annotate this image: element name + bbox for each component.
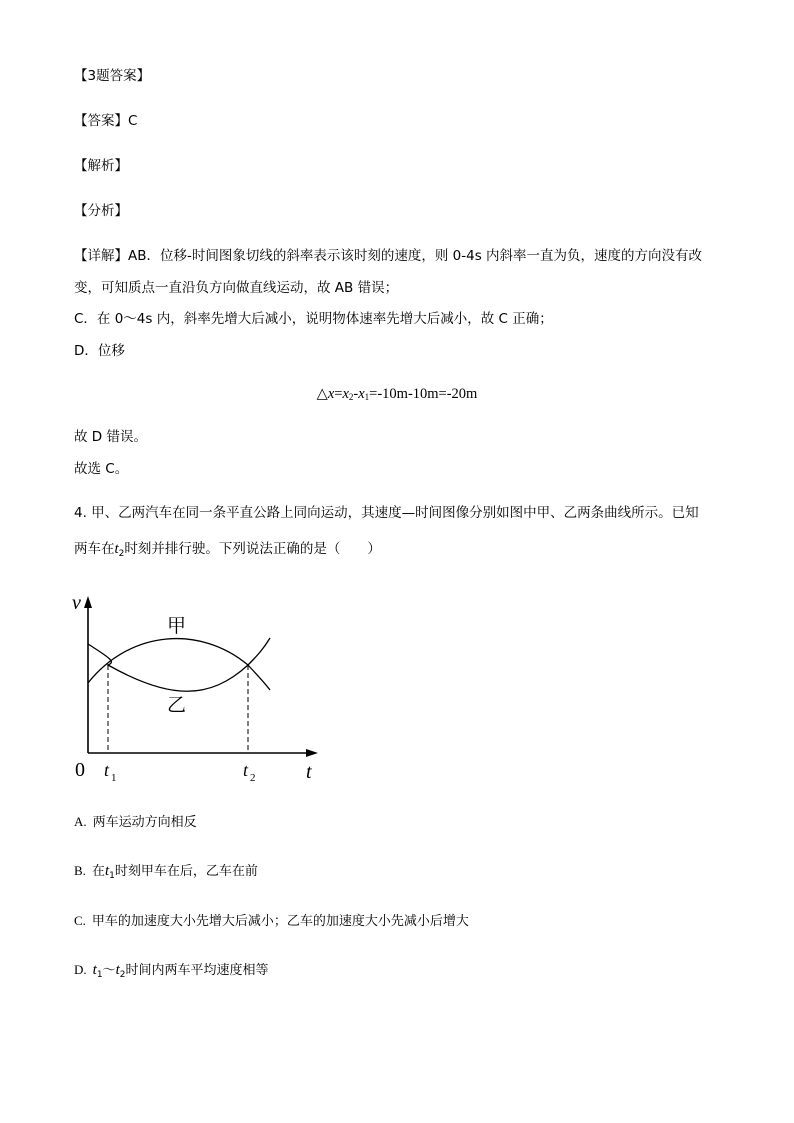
q4-stem-line1: 4. 甲、乙两汽车在同一条平直公路上同向运动，其速度—时间图像分别如图中甲、乙两条曲线所示。已知 — [74, 505, 699, 521]
t1-tick-sub: 1 — [111, 772, 117, 784]
t1-tick-label: t — [104, 760, 110, 780]
q3-c-line: C．在 0～4s 内，斜率先增大后减小，说明物体速率先增大后减小，故 C 正确； — [74, 311, 553, 327]
option-b — [74, 861, 258, 886]
option-a-text: 两车运动方向相反 — [92, 815, 197, 830]
option-d-t-a: t — [92, 962, 97, 978]
eq-rest: =-10m-10m=-20m — [369, 386, 478, 402]
option-d-sub-b: 2 — [119, 970, 126, 980]
t2-tick-label: t — [243, 760, 249, 780]
displacement-equation — [0, 384, 794, 407]
v-axis-label: v — [72, 592, 81, 614]
option-d — [74, 960, 268, 985]
option-d-tilde: ～ — [102, 963, 116, 978]
option-d-sub-a: 1 — [96, 970, 103, 980]
t-axis-label: t — [306, 761, 312, 783]
q4-stem-t-sub: 2 — [118, 549, 125, 559]
q3-choice: 故选 C。 — [74, 461, 129, 477]
q3-detail-line1: 【详解】AB．位移-时间图象切线的斜率表示该时刻的速度，则 0-4s 内斜率一直为负，速度的方向没有改 — [74, 248, 703, 264]
option-b-t: t — [104, 863, 110, 879]
curve-jia — [88, 638, 270, 683]
option-c-text: 甲车的加速度大小先增大后减小；乙车的加速度大小先减小后增大 — [91, 914, 469, 929]
option-b-letter: B. — [74, 863, 86, 878]
option-a — [74, 812, 197, 833]
q3-d-line: D．位移 — [74, 343, 125, 359]
q3-fenxi-label: 【分析】 — [74, 203, 128, 219]
q4-stem-t: t — [114, 541, 119, 557]
q4-stem-pre: 两车在 — [74, 541, 115, 557]
option-d-letter: D. — [74, 962, 87, 977]
v-axis-arrow — [84, 596, 92, 608]
curve-jia-label: 甲 — [167, 616, 187, 637]
option-a-letter: A. — [74, 814, 87, 829]
option-d-post: 时间内两车平均速度相等 — [125, 963, 269, 978]
velocity-time-graph — [70, 590, 330, 790]
q3-answer: 【答案】C — [74, 113, 138, 129]
q3-heading: 【3题答案】 — [74, 68, 151, 84]
eq-delta: △ — [316, 386, 328, 402]
option-b-sub: 1 — [109, 871, 115, 881]
curve-yi-label: 乙 — [167, 695, 187, 716]
q3-analysis-label: 【解析】 — [74, 158, 128, 174]
eq-minus: - — [353, 386, 359, 402]
option-d-t-b: t — [115, 962, 120, 978]
eq-sub1: 1 — [364, 392, 370, 402]
eq-x: x — [327, 386, 335, 402]
option-c-letter: C. — [74, 913, 86, 928]
t2-tick-sub: 2 — [250, 772, 256, 784]
q3-detail-line2: 变，可知质点一直沿负方向做直线运动，故 AB 错误； — [74, 280, 399, 296]
curve-yi — [88, 644, 270, 691]
origin-label: 0 — [75, 759, 85, 781]
q4-stem-post: 时刻并排行驶。下列说法正确的是（ ） — [124, 541, 381, 557]
option-c — [74, 911, 469, 932]
eq-sub2: 2 — [348, 392, 354, 402]
option-b-pre: 在 — [91, 864, 105, 879]
q3-d-conclusion: 故 D 错误。 — [74, 429, 147, 445]
eq-equals: = — [334, 386, 343, 402]
eq-x2: x — [342, 386, 349, 402]
option-b-post: 时刻甲车在后，乙车在前 — [114, 864, 258, 879]
eq-x1: x — [358, 386, 365, 402]
q4-stem-line2 — [74, 539, 381, 564]
t-axis-arrow — [306, 749, 318, 757]
